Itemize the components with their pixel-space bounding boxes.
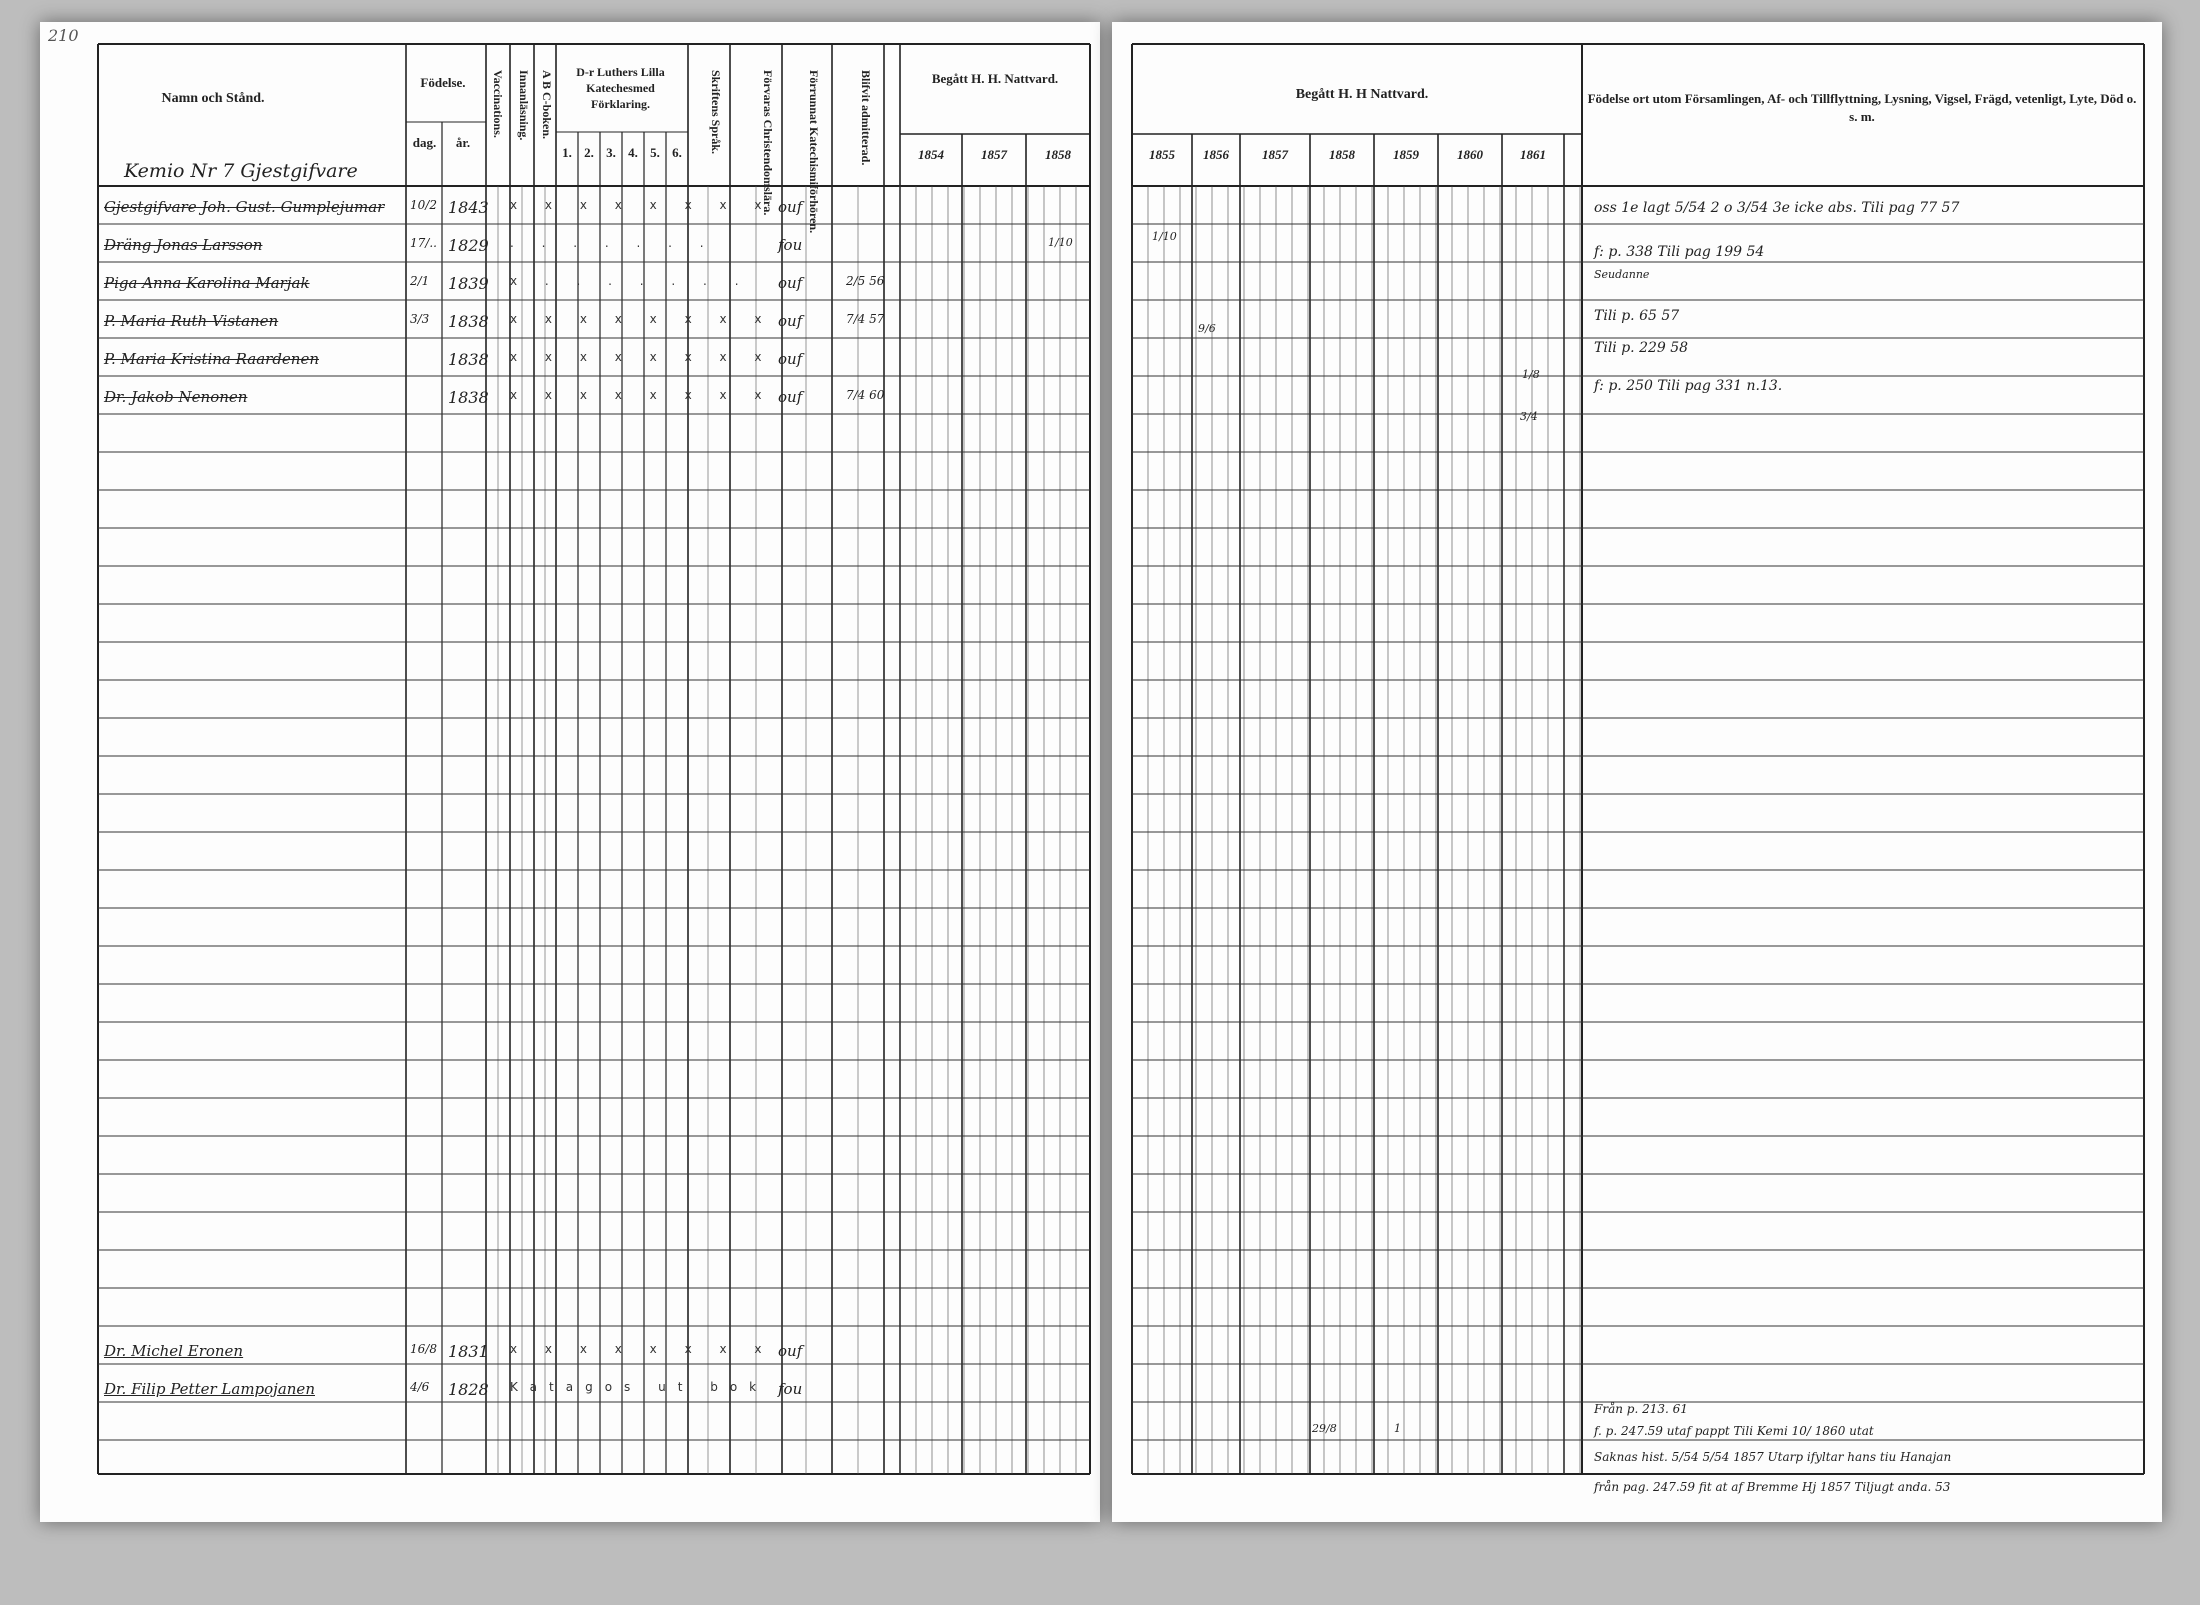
remark-line: Seudanne (1594, 268, 1650, 281)
entry-name: Piga Anna Karolina Marjak (104, 274, 310, 292)
header-communion: Begått H. H. Nattvard. (931, 71, 1059, 86)
catechism-col-4: 4. (628, 145, 638, 160)
entry-birth-year: 1838 (448, 388, 489, 407)
header-scripture-language: Skriftens Språk. (709, 70, 723, 155)
entry-admitted: 7/4 57 (846, 312, 885, 326)
year-1857: 1857 (1262, 147, 1288, 162)
header-name-stand: Namn och Stånd. (161, 91, 265, 106)
header-communion-right: Begått H. H Nattvard. (1295, 87, 1429, 102)
communion-mark: 1/10 (1152, 230, 1177, 243)
header-admitted: Blifvit admitterad. (859, 70, 873, 166)
entry-marks: x x x x x x x x (510, 312, 774, 326)
remark-line: oss 1e lagt 5/54 2 o 3/54 3e icke abs. Tili pag 77 57 (1594, 200, 1960, 216)
communion-mark: 9/6 (1198, 322, 1216, 335)
year-1858: 1858 (1045, 147, 1071, 162)
remark-bottom-line: Saknas hist. 5/54 5/54 1857 Utarp ifyltar hans tiu Hanajan (1594, 1450, 1952, 1464)
bottom-entry-birth-year: 1831 (448, 1342, 489, 1361)
bottom-entry-name: Dr. Michel Eronen (104, 1342, 244, 1360)
remark-line: f: p. 338 Tili pag 199 54 (1594, 244, 1765, 260)
header-abc-book: A B C-boken. (540, 70, 554, 140)
bottom-entry-language: fou (778, 1380, 803, 1398)
bottom-entry-name: Dr. Filip Petter Lampojanen (104, 1380, 315, 1398)
catechism-col-5: 5. (650, 145, 660, 160)
header-birth: Födelse. (420, 75, 466, 90)
page-number: 210 (48, 26, 79, 45)
entry-marks: x x x x x x x x (510, 198, 774, 212)
entry-language: ouf (778, 274, 803, 292)
header-christianity: Förvaras Christendomslära. (761, 70, 775, 216)
communion-mark: 29/8 (1312, 1422, 1337, 1435)
header-birth-year: år. (455, 135, 471, 150)
entry-language: fou (778, 236, 803, 254)
entry-note: 1/10 (1048, 236, 1073, 249)
communion-mark: 1/8 (1522, 368, 1540, 381)
entry-language: ouf (778, 198, 803, 216)
bottom-entry-marks: x x x x x x x x (510, 1342, 774, 1356)
catechism-col-1: 1. (562, 145, 572, 160)
entry-birth-day: 3/3 (410, 312, 430, 326)
bottom-entry-birth-day: 4/6 (410, 1380, 430, 1394)
year-1859: 1859 (1393, 147, 1419, 162)
header-vaccination: Vaccinations. (491, 70, 505, 138)
communion-mark: 1 (1394, 1422, 1401, 1435)
year-1861: 1861 (1520, 147, 1546, 162)
header-reading: Innanläsning. (517, 70, 531, 141)
remark-line: Tili p. 65 57 (1594, 308, 1680, 324)
year-1860: 1860 (1457, 147, 1483, 162)
entry-language: ouf (778, 388, 803, 406)
bottom-entry-language: ouf (778, 1342, 803, 1360)
year-1857: 1857 (981, 147, 1007, 162)
entry-name: P. Maria Kristina Raardenen (104, 350, 320, 368)
entry-birth-year: 1838 (448, 312, 489, 331)
catechism-col-6: 6. (672, 145, 682, 160)
entry-marks: x x x x x x x x (510, 350, 774, 364)
entry-marks: . . . . . . . (510, 236, 716, 250)
header-remarks: Födelse ort utom Församlingen, Af- och Tillflyttning, Lysning, Vigsel, Frägd, vetenligt, Lyte, Död o. s. m. (1587, 91, 2137, 124)
entry-birth-day: 17/.. (410, 236, 437, 250)
entry-marks: x . . . . . . . (510, 274, 751, 288)
bottom-entry-marks: Katagos ut bok (510, 1380, 769, 1394)
year-1854: 1854 (918, 147, 944, 162)
year-1858: 1858 (1329, 147, 1355, 162)
communion-mark: 3/4 (1520, 410, 1538, 423)
entry-name: Dr. Jakob Nenonen (104, 388, 248, 406)
entry-birth-day: 10/2 (410, 198, 437, 212)
header-catechism: D-r Luthers Lilla Katechesmed Förklaring. (576, 65, 665, 112)
entry-birth-year: 1829 (448, 236, 489, 255)
bottom-entry-birth-year: 1828 (448, 1380, 489, 1399)
entry-language: ouf (778, 350, 803, 368)
household-heading: Kemio Nr 7 Gjestgifvare (124, 160, 358, 182)
entry-language: ouf (778, 312, 803, 330)
remark-bottom-line: från pag. 247.59 fit at af Bremme Hj 1857 Tiljugt anda. 53 (1594, 1480, 1951, 1494)
remark-line: Tili p. 229 58 (1594, 340, 1689, 356)
right-register-page (1112, 22, 2162, 1522)
remark-bottom-line: f. p. 247.59 utaf pappt Tili Kemi 10/ 1860 utat (1594, 1424, 1874, 1438)
entry-admitted: 2/5 56 (846, 274, 885, 288)
entry-birth-year: 1843 (448, 198, 489, 217)
header-catechism-exams: Förrunnat Katechismiförhören. (807, 70, 821, 234)
entry-name: Dräng Jonas Larsson (104, 236, 263, 254)
entry-name: P. Maria Ruth Vistanen (104, 312, 279, 330)
remark-bottom-line: Från p. 213. 61 (1594, 1402, 1688, 1416)
catechism-col-2: 2. (584, 145, 594, 160)
left-register-page (40, 22, 1100, 1522)
entry-birth-year: 1839 (448, 274, 489, 293)
entry-marks: x x x x x x x x (510, 388, 774, 402)
remark-line: f: p. 250 Tili pag 331 n.13. (1594, 378, 1783, 394)
bottom-entry-birth-day: 16/8 (410, 1342, 437, 1356)
year-1856: 1856 (1203, 147, 1229, 162)
year-1855: 1855 (1149, 147, 1175, 162)
entry-name: Gjestgifvare Joh. Gust. Gumplejumar (104, 198, 385, 216)
entry-birth-day: 2/1 (410, 274, 430, 288)
entry-admitted: 7/4 60 (846, 388, 885, 402)
catechism-col-3: 3. (606, 145, 616, 160)
entry-birth-year: 1838 (448, 350, 489, 369)
header-birth-day: dag. (412, 135, 437, 150)
